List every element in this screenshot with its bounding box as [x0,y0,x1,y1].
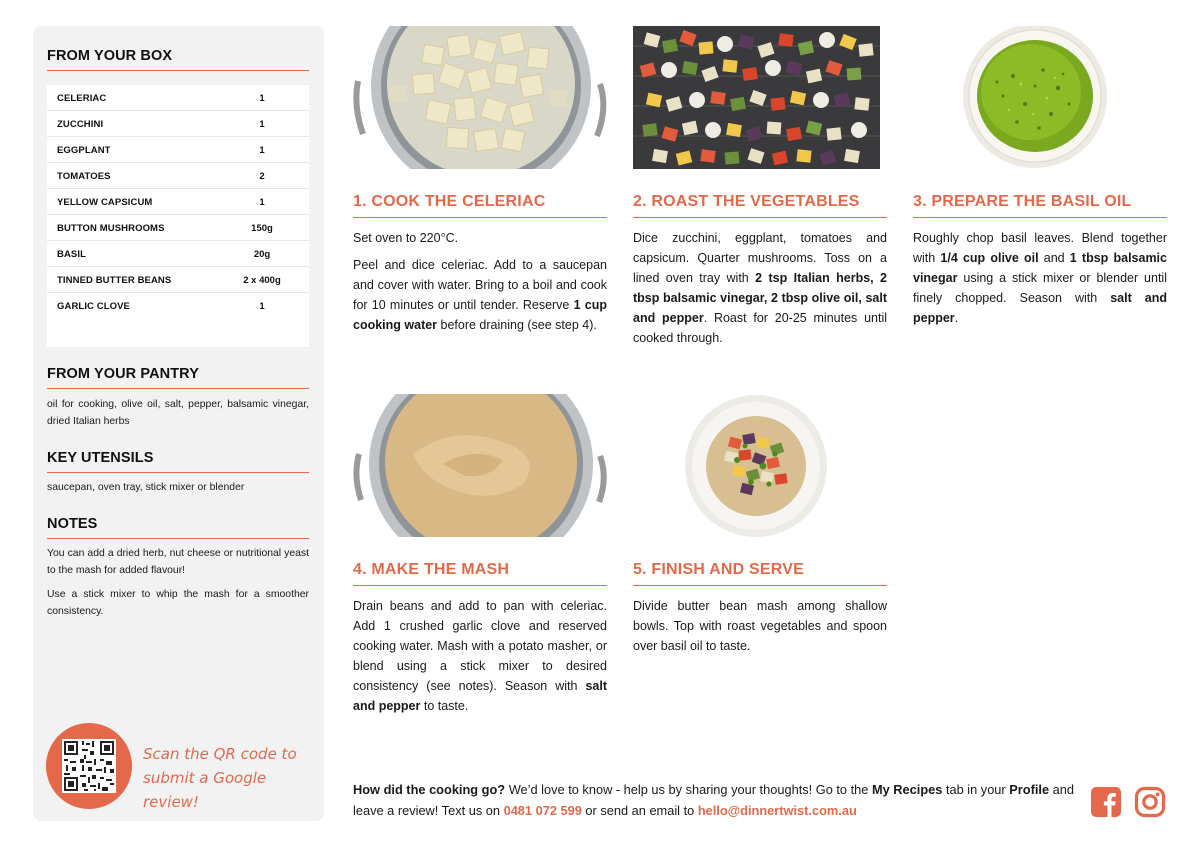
my-recipes-link[interactable]: My Recipes [871,782,943,797]
text-run: before draining (see step 4). [437,318,597,332]
table-row [47,85,309,111]
pantry-text: oil for cooking, olive oil, salt, pepper, balsamic vinegar, dried Italian herbs [47,399,309,427]
table-row [47,111,309,137]
ingredient-qty: 20g [253,249,271,260]
ingredient-name: CELERIAC [57,93,107,104]
table-row [47,241,309,267]
sidebar [33,26,324,821]
step-2-body [633,228,887,355]
email-link[interactable]: hello@dinnertwist.com.au [697,803,857,818]
ingredients-table [47,85,309,347]
ingredient-name: GARLIC CLOVE [57,301,130,312]
text-run: Divide butter bean mash among shallow bowls. Top with roast vegetables and spoon over basil oil to taste. [633,599,887,653]
note-2: Use a stick mixer to whip the mash for a smoother consistency. [47,589,309,617]
ingredient-name: BUTTON MUSHROOMS [57,223,165,234]
bold-ingredient: salt and pepper [353,679,607,713]
text-run: Drain beans and add to pan with celeriac. Add 1 crushed garlic clove and reserved cooking water. Mash with a potato masher, or blend using a stick mixer to desired consistency (see notes). Season with [353,599,607,693]
step-5-body [633,596,887,663]
table-row [47,163,309,189]
bold-ingredient: 2 tsp Italian herbs, 2 tbsp balsamic vinegar, 2 tbsp olive oil, salt and pepper [633,271,887,325]
qr-caption: Scan the QR code to submit a Google review! [143,745,297,811]
step-4-title: 4. MAKE THE MASH [353,561,510,578]
ingredient-qty: 1 [259,93,265,104]
note-1: You can add a dried herb, nut cheese or nutritional yeast to the mash for added flavour! [47,548,309,576]
ingredient-qty: 2 x 400g [243,275,281,286]
bold-ingredient: 1/4 cup olive oil [940,251,1039,265]
profile-link[interactable]: Profile [1009,782,1050,797]
table-row [47,215,309,241]
notes-title: NOTES [47,516,98,532]
basil-oil-photo [913,26,1168,169]
divider [913,217,1167,218]
ingredient-name: EGGPLANT [57,145,111,156]
celeriac-pot-photo [353,26,608,169]
instagram-icon[interactable] [1134,786,1166,818]
step-5-title: 5. FINISH AND SERVE [633,561,804,578]
key-utensils-title: KEY UTENSILS [47,450,154,466]
step-paragraph [353,596,607,716]
table-row [47,293,309,319]
step-3-body [913,228,1167,335]
footer-text-3: and leave a review! Text us on [353,782,1074,818]
table-row [47,137,309,163]
footer-text-4: or send an email to [581,803,698,818]
footer-text-1: We’d love to know - help us by sharing your thoughts! Go to the [505,782,872,797]
step-paragraph [353,255,607,335]
footer-question: How did the cooking go? [353,782,506,797]
divider [353,585,607,586]
finished-dish-photo [633,394,880,537]
mash-pot-photo [353,394,608,537]
ingredient-qty: 1 [259,119,265,130]
step-paragraph [913,228,1167,328]
bold-ingredient: salt and pepper [913,291,1167,325]
from-your-pantry-title: FROM YOUR PANTRY [47,366,199,382]
step-1-title: 1. COOK THE CELERIAC [353,193,546,210]
divider [47,388,309,389]
footer-text-2: tab in your [942,782,1010,797]
roast-vegetables-photo [633,26,880,169]
text-run: Peel and dice celeriac. Add to a saucepan and cover with water. Bring to a boil and cook for 10 minutes or until tender. Reserve [353,258,607,312]
ingredient-qty: 1 [259,197,265,208]
text-run: . Roast for 20-25 minutes until cooked through. [633,311,887,345]
step-2-title: 2. ROAST THE VEGETABLES [633,193,860,210]
ingredient-name: ZUCCHINI [57,119,104,130]
text-run: Set oven to 220°C. [353,231,459,245]
text-run: . [954,311,959,325]
step-3-title: 3. PREPARE THE BASIL OIL [913,193,1132,210]
ingredient-qty: 150g [251,223,273,234]
qr-code-icon[interactable] [62,739,116,793]
ingredient-name: YELLOW CAPSICUM [57,197,153,208]
step-1-body [353,228,607,342]
ingredient-name: TOMATOES [57,171,111,182]
ingredient-qty: 1 [259,145,265,156]
divider [633,217,887,218]
table-row [47,267,309,293]
step-paragraph [633,596,887,656]
table-row [47,189,309,215]
utensils-text: saucepan, oven tray, stick mixer or blender [47,482,245,493]
qr-badge[interactable] [46,723,132,809]
facebook-icon[interactable] [1090,786,1122,818]
text-run: to taste. [420,699,469,713]
bold-ingredient: 1 tbsp balsamic vinegar [913,251,1167,285]
ingredient-name: BASIL [57,249,86,260]
bold-ingredient: 1 cup cooking water [353,298,608,332]
divider [353,217,607,218]
step-paragraph [633,228,887,348]
review-footer [353,779,1083,821]
text-run: and [1038,251,1070,265]
phone-link[interactable]: 0481 072 599 [503,803,582,818]
ingredient-qty: 1 [259,301,265,312]
divider [47,70,309,71]
divider [47,472,309,473]
text-run: Roughly chop basil leaves. Blend together with [913,231,1167,265]
step-paragraph [353,228,607,248]
step-4-body [353,596,607,723]
ingredient-name: TINNED BUTTER BEANS [57,275,172,286]
divider [47,538,309,539]
text-run: using a stick mixer or blender until finely chopped. Season with [913,271,1167,305]
from-your-box-title: FROM YOUR BOX [47,48,173,64]
divider [633,585,887,586]
ingredient-qty: 2 [259,171,265,182]
text-run: Dice zucchini, eggplant, tomatoes and capsicum. Quarter mushrooms. Toss on a lined oven tray with [633,231,887,285]
